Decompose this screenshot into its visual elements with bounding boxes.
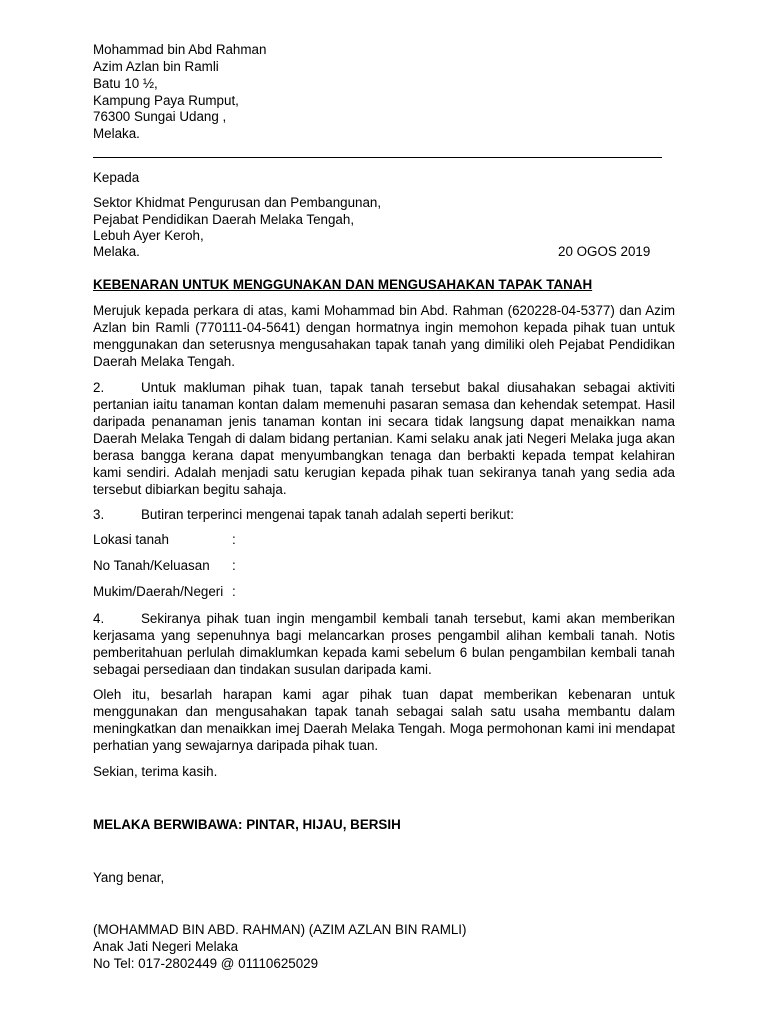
recipient-line: Melaka. (93, 244, 140, 259)
recipient-line: Pejabat Pendidikan Daerah Melaka Tengah, (93, 212, 355, 227)
header-divider (93, 157, 662, 158)
body-paragraph-3 (93, 506, 675, 523)
recipient-salutation: Kepada (93, 170, 140, 185)
body-paragraph-1: Merujuk kepada perkara di atas, kami Mohammad bin Abd. Rahman (620228-04-5377) dan Azim Azlan bin Ramli (770111-04-5641) dengan hormatnya ingin memohon kepada pihak tuan untuk menggunakan dan seterusnya mengusahakan tapak tanah yang dimiliki oleh Pejabat Pendidikan Daerah Melaka Tengah. (93, 303, 675, 369)
sender-line: Azim Azlan bin Ramli (93, 59, 219, 74)
body-paragraph-4 (93, 610, 675, 678)
recipient-line: Sektor Khidmat Pengurusan dan Pembangunan, (93, 195, 382, 210)
land-detail-field (93, 558, 236, 574)
paragraph-number: 2. (93, 380, 105, 395)
signoff-greeting: Yang benar, (93, 870, 165, 885)
state-motto: MELAKA BERWIBAWA: PINTAR, HIJAU, BERSIH (93, 817, 401, 832)
paragraph-text: Untuk makluman pihak tuan, tapak tanah tersebut bakal diusahakan sebagai aktiviti pertanian iaitu tanaman kontan dalam memenuhi pasaran semasa dan kehendak setempat. Hasil daripada penanaman jenis tanaman kontan ini secara tidak langsung dapat menaikkan nama Daerah Melaka Tengah di dalam bidang pertanian. Kami selaku anak jati Negeri Melaka juga akan berasa bangga kerana dapat menyumbangkan tenaga dan berbakti kepada tempat kelahiran kami sendiri. Adalah menjadi satu kerugian kepada pihak tuan sekiranya tanah yang sedia ada tersebut dibiarkan begitu sahaja. (93, 380, 675, 497)
paragraph-number: 4. (93, 611, 105, 626)
paragraph-text: Sekiranya pihak tuan ingin mengambil kembali tanah tersebut, kami akan memberikan kerjasama yang sepenuhnya bagi melancarkan proses pengambil alihan kembali tanah. Notis pemberitahuan perlulah dimaklumkan kepada kami sebelum 6 bulan pengambilan kembali tanah sebagai persediaan dan tindakan susulan daripada kami. (93, 611, 675, 677)
recipient-line: Lebuh Ayer Keroh, (93, 228, 204, 243)
paragraph-text: Butiran terperinci mengenai tapak tanah adalah seperti berikut: (141, 507, 514, 522)
body-paragraph-2 (93, 379, 675, 498)
field-label: Lokasi tanah (93, 532, 169, 547)
contact-phone: No Tel: 017-2802449 @ 01110625029 (93, 956, 319, 971)
land-detail-field (93, 532, 236, 548)
field-label: No Tanah/Keluasan (93, 558, 210, 573)
field-label: Mukim/Daerah/Negeri (93, 584, 224, 599)
letter-subject: KEBENARAN UNTUK MENGGUNAKAN DAN MENGUSAHAKAN TAPAK TANAH (93, 277, 593, 292)
field-separator: : (232, 532, 236, 547)
field-separator: : (232, 584, 236, 599)
closing-remark: Sekian, terima kasih. (93, 764, 218, 779)
body-paragraph-5: Oleh itu, besarlah harapan kami agar pihak tuan dapat memberikan kebenaran untuk menggunakan dan mengusahakan tapak tanah sebagai salah satu usaha membantu dalam meningkatkan dan menaikkan imej Daerah Melaka Tengah. Moga permohonan kami ini mendapat perhatian yang sewajarnya daripada pihak tuan. (93, 687, 675, 753)
paragraph-number: 3. (93, 507, 105, 522)
land-detail-field (93, 584, 236, 600)
sender-line: 76300 Sungai Udang , (93, 109, 227, 124)
sender-line: Melaka. (93, 126, 140, 141)
sender-line: Kampung Paya Rumput, (93, 93, 239, 108)
signatory-names: (MOHAMMAD BIN ABD. RAHMAN) (AZIM AZLAN BIN RAMLI) (93, 922, 467, 937)
field-separator: : (232, 558, 236, 573)
signatory-title: Anak Jati Negeri Melaka (93, 939, 239, 954)
sender-line: Batu 10 ½, (93, 76, 158, 91)
letter-date: 20 OGOS 2019 (558, 244, 651, 259)
sender-line: Mohammad bin Abd Rahman (93, 42, 267, 57)
